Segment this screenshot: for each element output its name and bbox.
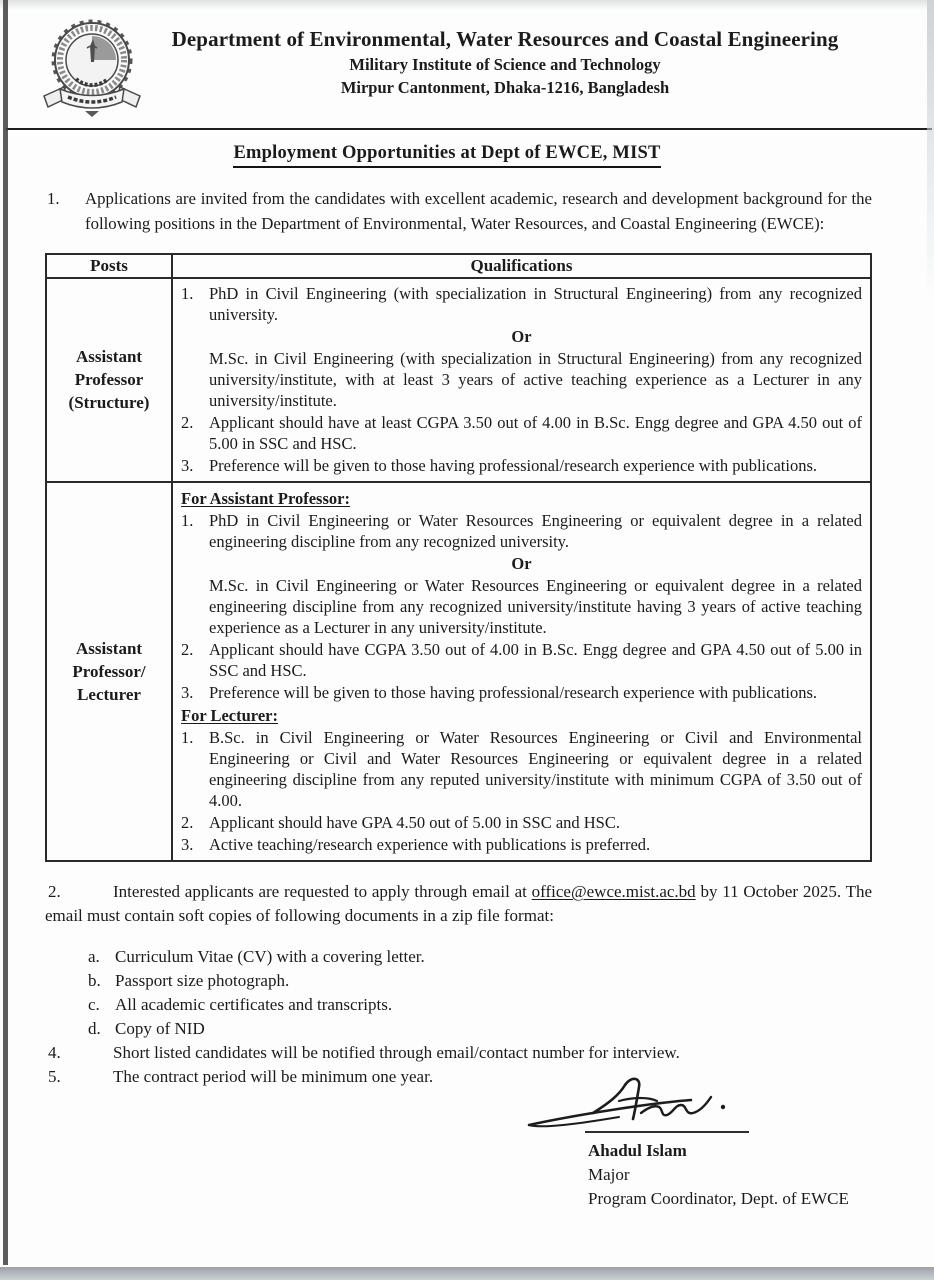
list-item [88,1017,872,1041]
intro-text: Applications are invited from the candidates with excellent academic, research and development background for the following positions in the Department of Environmental, Water Resources, and Coastal Engineering (EWCE): [85,189,872,233]
item-number: 3. [181,682,194,702]
item-number: 1. [181,283,194,303]
item-number: 3. [181,834,194,854]
list-item [88,945,872,969]
qualification-item [181,727,862,811]
positions-table [45,253,872,862]
table-row [46,482,871,861]
email-link[interactable]: office@ewce.mist.ac.bd [531,881,696,901]
item-number: 2. [181,412,194,432]
list-item [88,993,872,1017]
mist-crest-icon [30,18,154,124]
item-text: Copy of NID [115,1018,205,1038]
item-number: 2. [181,812,194,832]
table-row [46,278,871,482]
notice-body [0,187,934,1239]
item-number: 2. [181,639,194,659]
or-separator: Or [511,553,532,573]
item-text: Curriculum Vitae (CV) with a covering letter. [115,946,425,966]
item-text: All academic certificates and transcripts. [115,994,393,1014]
qualification-alternative: M.Sc. in Civil Engineering (with specialization in Structural Engineering) from any recognized university/institute, with at least 3 years of active teaching experience as a Lecturer in any university/institute. [209,348,862,410]
documents-list [45,945,872,1041]
qualification-subheading: For Lecturer: [181,705,278,725]
item-number: 2. [48,881,61,901]
item-text: Short listed candidates will be notified through email/contact number for interview. [113,1042,680,1062]
post-name: Assistant Professor/ Lecturer [46,482,172,861]
item-text: Preference will be given to those having professional/research experience with publications. [209,455,817,475]
application-text-after: by 11 October 2025. The email must contain soft copies of following documents in a zip file format: [45,881,872,925]
qualification-item [181,510,862,552]
list-item [88,969,872,993]
qualification-item [181,455,862,476]
item-letter: b. [88,970,101,990]
qualification-alternative: M.Sc. in Civil Engineering or Water Resources Engineering or equivalent degree in a related engineering discipline from any recognized university/institute having 3 years of active teaching experience as a Lecturer in any university/institute. [209,575,862,637]
item-text: Applicant should have GPA 4.50 out of 5.00 in SSC and HSC. [209,812,620,832]
item-text: B.Sc. in Civil Engineering or Water Resources Engineering or Civil and Environmental Engineering or Civil and Water Resources Engineering or equivalent degree in a related engineering discipline from any reputed university/institute with minimum CGPA of 3.50 out of 4.00. [209,727,862,810]
item-text: Preference will be given to those having professional/research experience with publications. [209,682,817,702]
qualification-item [181,639,862,681]
posts-column-header: Posts [46,254,172,278]
application-text-before: Interested applicants are requested to apply through email at [113,881,532,901]
signature-block [45,1089,872,1239]
qualification-item [181,834,862,855]
item-letter: a. [88,946,100,966]
qualification-item [181,682,862,703]
qualification-item [181,812,862,833]
institute-name: Military Institute of Science and Technology [349,55,661,74]
letterhead [0,0,934,128]
letterhead-divider [6,128,932,130]
item-number: 3. [181,455,194,475]
item-text: PhD in Civil Engineering or Water Resources Engineering or equivalent degree in a related engineering discipline from any recognized university. [209,510,862,551]
item-number: 4. [48,1042,61,1062]
item-text: PhD in Civil Engineering (with specialization in Structural Engineering) from any recognized university. [209,283,862,324]
item-text: Applicant should have CGPA 3.50 out of 4.00 in B.Sc. Engg degree and GPA 4.50 out of 5.00 in SSC and HSC. [209,639,862,680]
item-text: Active teaching/research experience with publications is preferred. [209,834,651,854]
department-name: Department of Environmental, Water Resources and Coastal Engineering [171,27,839,51]
qualifications-cell [172,482,871,861]
qualification-subheading: For Assistant Professor: [181,488,350,508]
signatory-name: Ahadul Islam [588,1140,687,1160]
post-name: Assistant Professor (Structure) [46,278,172,482]
scan-bottom-band [0,1267,934,1280]
intro-paragraph [45,187,872,236]
qualifications-column-header: Qualifications [172,254,871,278]
item-number: 1. [47,189,60,208]
item-number: 1. [181,727,194,747]
qualification-item [181,283,862,325]
item-number: 1. [181,510,194,530]
list-item [45,1041,872,1065]
signatory-title: Program Coordinator, Dept. of EWCE [588,1188,849,1208]
table-header-row [46,254,871,278]
qualification-item [181,412,862,454]
application-paragraph [45,880,872,928]
notice-title: Employment Opportunities at Dept of EWCE, MIST [233,143,660,168]
institute-address: Mirpur Cantonment, Dhaka-1216, Bangladesh [340,78,670,97]
scan-left-edge [3,0,8,1265]
item-letter: d. [88,1018,101,1038]
item-text: The contract period will be minimum one year. [113,1066,434,1086]
item-letter: c. [88,994,100,1014]
signatory-rank: Major [588,1164,630,1184]
signature-line [585,1131,749,1133]
item-number: 5. [48,1066,61,1086]
or-separator: Or [511,326,532,346]
qualifications-cell [172,278,871,482]
item-text: Passport size photograph. [115,970,290,990]
item-text: Applicant should have at least CGPA 3.50 out of 4.00 in B.Sc. Engg degree and GPA 4.50 out of 5.00 in SSC and HSC. [209,412,862,453]
